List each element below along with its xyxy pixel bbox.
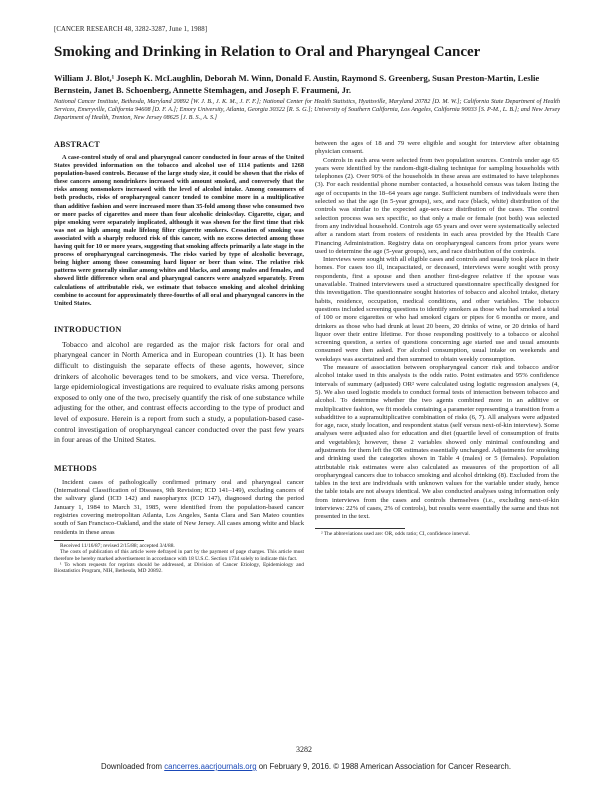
right-paragraph: The measure of association between oropharyngeal cancer risk and tobacco and/or alcohol intake used in this analysis is the odds ratio. Point estimates and 95% confidence intervals of summary (adjusted) OR² were calculated using logistic regression analyses (4, 5). We also used logistic models to conduct formal tests of interaction between tobacco and alcohol. To determine whether the two agents combined more in an additive or multiplicative fashion, we fit models containing a parameter representing a transition from a subadditive to a supramultiplicative combination of risks (6, 7). All analyses were adjusted for age, race, study location, and respondent status (self versus next-of-kin interview). Some analyses were adjusted also for education and diet (quartile level of consumption of fruits and vegetables); however, these 2 variables showed only minimal confounding and adjustments for them left the OR estimates essentially unchanged. Adjustments for smoking and drinking used the categories shown in Table 4 (males) or 5 (females). Population attributable risk estimates were also calculated as measures of the proportion of all oropharyngeal cancers due to tobacco smoking and alcohol drinking (8). Excluded from the tables in the text are individuals with unknown values for the variable under study, hence the table totals are not always identical. We also conducted analyses using information only from interviews from the cases and controls themselves (i.e., excluding next-of-kin interviews: 22% of cases, 2% of controls), but results were essentially the same and thus not presented in the text.: [315, 364, 559, 521]
download-prefix: Downloaded from: [100, 762, 165, 771]
right-paragraph: Controls in each area were selected from two population sources. Controls under age 65 years were identified by the random-digit-dialing technique for sampling households with telephones (2). Over 90% of the households in these areas are estimated to have telephones (3). For each residential phone number contacted, a household census was taken listing the age of occupants in the 18–64 years age range. Sufficient numbers of individuals were then selected so that the age (in 5-year groups), sex, and race (black, white) distribution of the controls was similar to the expected age-sex-race distribution of the cases. The control selection process was sex specific, so that only a male or female (not both) was selected from any individual household. Controls age 65 years and over were systematically selected after a random start from rosters of residents in each area provided by the Health Care Financing Administration. Registry data on oropharyngeal cancers from prior years were used to determine the age (5-year groups), sex, and race distribution of the controls.: [315, 156, 559, 255]
download-suffix: on February 9, 2016. © 1988 American Association for Cancer Research.: [256, 762, 512, 771]
abstract-text: A case-control study of oral and pharyngeal cancer conducted in four areas of the United States provided information on the tobacco and alcohol use of 1114 patients and 1268 population-based controls. Because of the large study size, it could be shown that the risks of these cancers among nondrinkers increased with amount smoked, and conversely that the risks among nonsmokers increased with the level of alcohol intake. Among consumers of both products, risks of oropharyngeal cancer tended to combine more in a multiplicative than additive fashion and were increased more than 35-fold among those who consumed two or more packs of cigarettes and more than four alcoholic drinks/day. Cigarette, cigar, and pipe smoking were separately implicated, although it was shown for the first time that risk was not as high among male lifelong filter cigarette smokers. Cessation of smoking was associated with a sharply reduced risk of this cancer, with no excess detected among those having quit for 10 or more years, suggesting that smoking affects primarily a late stage in the process of oropharyngeal carcinogenesis. The risks varied by type of alcoholic beverage, being higher among those consuming hard liquor or beer than wine. The relative risk patterns were generally similar among whites and blacks, and among males and females, and showed little difference when oral and pharyngeal cancers were analyzed separately. From calculations of attributable risk, we estimate that tobacco smoking and alcohol drinking combine to account for approximately three-fourths of all oral and pharyngeal cancers in the United States.: [54, 154, 304, 307]
download-notice: [40, 762, 572, 772]
page-number: 3282: [296, 745, 312, 754]
footnote-divider: [315, 528, 405, 529]
right-paragraph: Interviews were sought with all eligible cases and controls and usually took place in their homes. For cases too ill, incapacitated, or deceased, interviews were sought with proxy respondents, first a spouse and then another first-degree relative if the spouse was unavailable. Trained interviewers used a structured questionnaire specifically designed for this investigation. The questionnaire sought histories of tobacco and alcohol intake, dietary habits, residence, occupation, medical conditions, and other variables. The tobacco questions included screening questions to identify smokers as those who had smoked a total of 100 or more cigarettes or who had smoked cigars or pipes for 6 months or more, and drinkers as those who had drunk at least 20 beers, 20 drinks of wine, or 20 drinks of hard liquor over their entire lifetime. For those responding positively to a tobacco or alcohol screening question, a series of questions concerning age started use and usual amounts consumed were then asked. For alcohol consumption, usual intake on weekends and weekdays was ascertained and then summed to obtain weekly consumption.: [315, 256, 559, 363]
methods-heading: METHODS: [54, 463, 97, 473]
abstract-heading: ABSTRACT: [54, 140, 100, 149]
author-list: William J. Blot,¹ Joseph K. McLaughlin, Deborah M. Winn, Donald F. Austin, Raymond S. Greenberg, Susan Preston-Martin, Leslie Bernstein, Janet B. Schoenberg, Annette Stemhagen, and Joseph F. Fraumeni, Jr.: [54, 73, 540, 95]
footnote-abbreviations: ² The abbreviations used are: OR, odds ratio; CI, confidence interval.: [321, 530, 470, 537]
introduction-heading: INTRODUCTION: [54, 324, 122, 334]
right-paragraph: between the ages of 18 and 79 were eligible and sought for interview after obtaining physician consent.: [315, 140, 559, 156]
right-column: [315, 140, 559, 537]
footnote-divider: [54, 540, 144, 541]
journal-header: [CANCER RESEARCH 48, 3282-3287, June 1, 1988]: [54, 26, 208, 33]
introduction-text: Tobacco and alcohol are regarded as the major risk factors for oral and pharyngeal cancer in North America and in European countries (1). It has been difficult to distinguish the separate effects of these agents, however, since drinkers of alcoholic beverages tend to be smokers, and vice versa. Therefore, large epidemiological investigations are required to evaluate risks among persons exposed to only one of the two, precisely quantify the risk of one substance while adjusting for the other, and contrast effects according to the type of product and level of exposure. Herein is a report from such a study, a population-based case-control investigation of oropharyngeal cancer conducted over the past few years in four areas of the United States.: [54, 339, 304, 445]
journal-link[interactable]: cancerres.aacrjournals.org: [164, 762, 257, 771]
footnote-reprints: ¹ To whom requests for reprints should be addressed, at Division of Cancer Etiology, Epidemiology and Biostatistics Program, NIH, Bethesda, MD 20892.: [54, 562, 304, 575]
left-column: [54, 140, 304, 575]
article-title: Smoking and Drinking in Relation to Oral and Pharyngeal Cancer: [54, 44, 481, 60]
footnote-received: Received 11/16/87; revised 2/15/88; accepted 3/4/88.: [60, 542, 175, 549]
methods-text: Incident cases of pathologically confirmed primary oral and pharyngeal cancer (International Classification of Diseases, 9th Revision; ICD 141–149), excluding cancers of the salivary gland (ICD 142) and nasopharynx (ICD 147), diagnosed during the period January 1, 1984 to March 31, 1985, were identified from the population-based cancer registries covering metropolitan Atlanta, Los Angeles, Santa Clara and San Mateo counties south of San Francisco-Oakland, and the state of New Jersey. All cases among white and black residents in these areas: [54, 478, 304, 536]
affiliations: National Cancer Institute, Bethesda, Maryland 20892 [W. J. B., J. K. M., J. F. F.]; National Center for Health Statistics, Hyattsville, Maryland 20782 [D. M. W.]; California State Department of Health Services, Emeryville, California 94608 [D. F. A.]; Emory University, Atlanta, Georgia 30322 [R. S. G.]; University of Southern California, Los Angeles, California 90033 [S. P-M., L. B.]; and New Jersey Department of Health, Trenton, New Jersey 08625 [J. B. S., A. S.]: [54, 98, 560, 121]
footnote-costs: The costs of publication of this article were defrayed in part by the payment of page charges. This article must therefore be hereby marked advertisement in accordance with 18 U.S.C. Section 1734 solely to indicate this fact.: [54, 549, 304, 562]
